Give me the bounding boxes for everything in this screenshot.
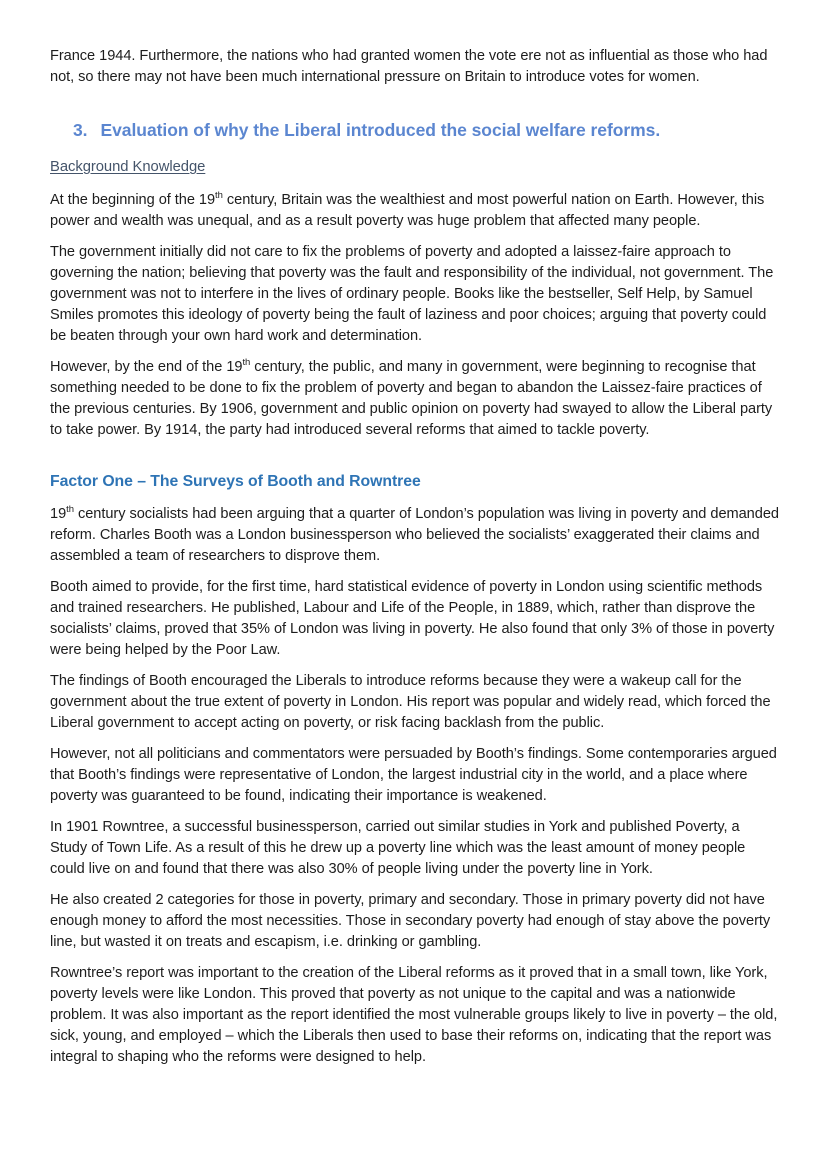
document-body xyxy=(50,46,780,1068)
paragraph xyxy=(50,963,780,1068)
text-run: Booth aimed to provide, for the first time, hard statistical evidence of poverty in London using scientific methods and trained researchers. He published, Labour and Life of the People, in 1889, which, rather than disprove the socialists’ claims, proved that 35% of London was living in poverty. He also found that only 3% of those in poverty were being helped by the Poor Law. xyxy=(50,579,775,658)
paragraph xyxy=(50,671,780,734)
factor-heading: Factor One – The Surveys of Booth and Rowntree xyxy=(50,473,421,490)
paragraph xyxy=(50,577,780,661)
text-run: The government initially did not care to fix the problems of poverty and adopted a laissez-faire approach to governing the nation; believing that poverty was the fault and responsibility of the individual, not government. The government was not to interfere in the lives of ordinary people. Books like the bestseller, Self Help, by Samuel Smiles promotes this ideology of poverty being the fault of laziness and poor choices; arguing that poverty could be beaten through your own hard work and determination. xyxy=(50,244,774,344)
paragraph xyxy=(50,357,780,441)
text-run: However, not all politicians and commentators were persuaded by Booth’s findings. Some contemporaries argued that Booth’s findings were representative of London, the largest industrial city in the world, and a place where poverty was guaranteed to be found, indicating their importance is weakened. xyxy=(50,746,777,804)
text-run: At the beginning of the 19 xyxy=(50,192,216,208)
superscript: th xyxy=(215,190,223,202)
section-heading-text: Evaluation of why the Liberal introduced the social welfare reforms. xyxy=(100,120,661,140)
superscript: th xyxy=(242,357,251,369)
text-run: The findings of Booth encouraged the Liberals to introduce reforms because they were a wakeup call for the government about the true extent of poverty in London. His report was popular and widely read, which forced the Liberal government to accept acting on poverty, or risk facing backlash from the public. xyxy=(50,673,771,731)
superscript: th xyxy=(66,504,74,516)
text-run: 19 xyxy=(50,506,67,522)
text-run: century, the public, and many in government, were beginning to recognise that something needed to be done to fix the problem of poverty and began to abandon the Laissez-faire practices of the previous centuries. By 1906, government and public opinion on poverty had swayed to allow the Liberal party to take power. By 1914, the party had introduced several reforms that aimed to tackle poverty. xyxy=(50,359,773,438)
text-run: century socialists had been arguing that a quarter of London’s population was living in poverty and demanded reform. Charles Booth was a London businessperson who believed the socialists’ exaggerated their claims and assembled a team of researchers to disprove them. xyxy=(50,506,779,564)
text-run: However, by the end of the 19 xyxy=(50,359,243,375)
section-number: 3. xyxy=(73,120,88,140)
background-knowledge-subheading: Background Knowledge xyxy=(50,159,206,175)
paragraph xyxy=(50,242,780,347)
paragraph xyxy=(50,744,780,807)
text-run: In 1901 Rowntree, a successful businessperson, carried out similar studies in York and published Poverty, a Study of Town Life. As a result of this he drew up a poverty line which was the least amount of money people could live on and found that there was also 30% of people living under the poverty line in York. xyxy=(50,819,746,877)
paragraph xyxy=(50,890,780,953)
text-run: century, Britain was the wealthiest and most powerful nation on Earth. However, this power and wealth was unequal, and as a result poverty was huge problem that affected many people. xyxy=(50,192,765,229)
paragraph xyxy=(50,46,780,88)
text-run: He also created 2 categories for those in poverty, primary and secondary. Those in primary poverty did not have enough money to afford the most necessities. Those in secondary poverty had enough of stay above the poverty line, but wasted it on treats and escapism, i.e. drinking or gambling. xyxy=(50,892,771,950)
text-run: Rowntree’s report was important to the creation of the Liberal reforms as it proved that in a small town, like York, poverty levels were like London. This proved that poverty as not unique to the capital and was a nationwide problem. It was also important as the report identified the most vulnerable groups likely to live in poverty – the old, sick, young, and employed – which the Liberals then used to base their reforms on, indicating that the report was integral to shaping who the reforms were designed to help. xyxy=(50,965,778,1065)
section-heading xyxy=(73,119,780,141)
paragraph xyxy=(50,817,780,880)
paragraph xyxy=(50,190,780,232)
text-run: France 1944. Furthermore, the nations who had granted women the vote ere not as influential as those who had not, so there may not have been much international pressure on Britain to introduce votes for women. xyxy=(50,48,768,85)
paragraph xyxy=(50,504,780,567)
